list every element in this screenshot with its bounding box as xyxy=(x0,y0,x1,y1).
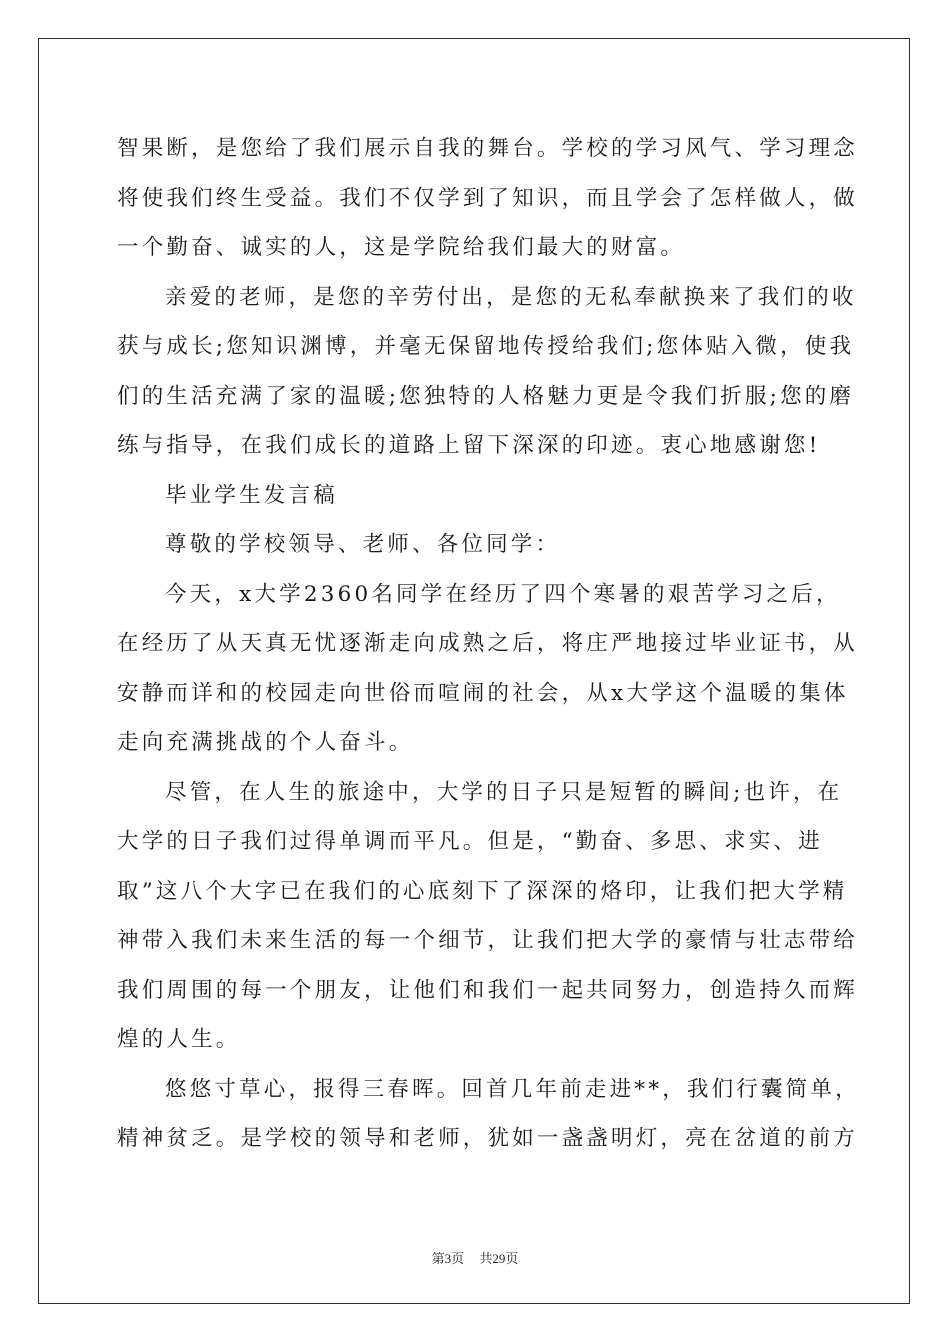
page-number: 第3页 xyxy=(431,1251,465,1266)
text-line: 神带入我们未来生活的每一个细节，让我们把大学的豪情与壮志带给 xyxy=(117,928,859,953)
page-footer xyxy=(0,1248,950,1267)
text-line: 今天，x大学2360名同学在经历了四个寒暑的艰苦学习之后， xyxy=(165,581,841,607)
text-line: 我们周围的每一个朋友，让他们和我们一起共同努力，创造持久而辉 xyxy=(117,977,859,1003)
text-line: 取”这八个大字已在我们的心底刻下了深深的烙印，让我们把大学精 xyxy=(117,878,848,904)
text-line: 练与指导，在我们成长的道路上留下深深的印迹。衷心地感谢您! xyxy=(117,433,821,458)
text-line: 在经历了从天真无忧逐渐走向成熟之后，将庄严地接过毕业证书，从 xyxy=(117,631,859,656)
text-line: 智果断，是您给了我们展示自我的舞台。学校的学习风气、学习理念 xyxy=(117,136,859,161)
text-line: 走向充满挑战的个人奋斗。 xyxy=(117,730,414,755)
text-line: 亲爱的老师，是您的辛劳付出，是您的无私奉献换来了我们的收 xyxy=(165,284,857,310)
text-line: 将使我们终生受益。我们不仅学到了知识，而且学会了怎样做人，做 xyxy=(117,185,859,211)
document-body xyxy=(117,124,860,1164)
text-line: 尽管，在人生的旅途中，大学的日子只是短暂的瞬间;也许，在 xyxy=(165,779,843,805)
section-title: 毕业学生发言稿 xyxy=(165,482,338,508)
total-pages: 共29页 xyxy=(479,1251,519,1266)
text-line: 大学的日子我们过得单调而平凡。但是，“勤奋、多思、求实、进 xyxy=(117,829,823,854)
text-line: 煌的人生。 xyxy=(117,1027,241,1052)
text-line: 精神贫乏。是学校的领导和老师，犹如一盏盏明灯，亮在岔道的前方 xyxy=(117,1126,859,1151)
text-line: 悠悠寸草心，报得三春晖。回首几年前走进**，我们行囊简单， xyxy=(165,1076,860,1102)
text-line: 们的生活充满了家的温暖;您独特的人格魅力更是令我们折服;您的磨 xyxy=(117,383,855,409)
text-line: 安静而详和的校园走向世俗而喧闹的社会，从x大学这个温暖的集体 xyxy=(117,680,849,706)
salutation: 尊敬的学校领导、老师、各位同学： xyxy=(165,532,561,557)
text-line: 一个勤奋、诚实的人，这是学院给我们最大的财富。 xyxy=(117,235,686,260)
text-line: 获与成长;您知识渊博，并毫无保留地传授给我们;您体贴入微，使我 xyxy=(117,334,855,359)
